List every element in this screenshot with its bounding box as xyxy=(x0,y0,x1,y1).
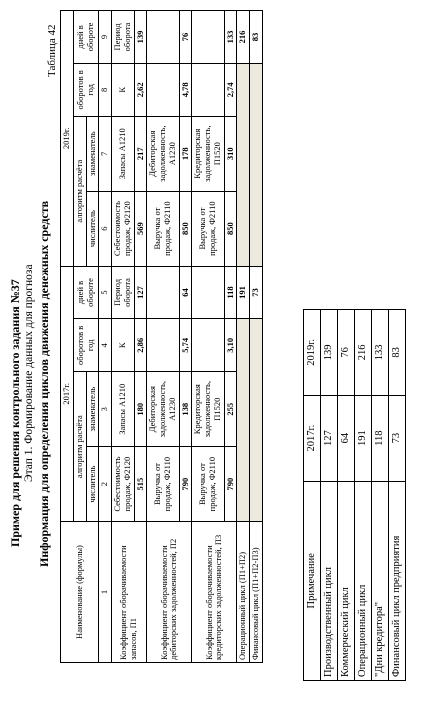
cell-formula: Кредиторская задолженность, П1520 xyxy=(192,116,224,191)
cell-value: 2,74 xyxy=(224,63,237,116)
header-days-2019: дней в обороте xyxy=(73,11,99,64)
cell-value: 790 xyxy=(224,447,237,522)
cell-formula: К xyxy=(112,319,135,372)
summary-row-2019: 139 xyxy=(321,310,338,396)
cell-empty xyxy=(192,266,224,319)
colnum: 4 xyxy=(99,319,112,372)
summary-row-2017: 191 xyxy=(355,395,372,481)
header-2019: 2019г. xyxy=(61,11,74,267)
cell-formula: Период оборота xyxy=(112,11,135,64)
cell-value: 76 xyxy=(179,11,192,64)
cell-empty xyxy=(192,319,224,372)
cell-shaded xyxy=(250,63,263,266)
colnum: 5 xyxy=(99,266,112,319)
page-title: Пример для решения контрольного задания №37 xyxy=(8,279,22,547)
cell-value: 850 xyxy=(224,191,237,266)
summary-row-label: Операционный цикл xyxy=(355,481,372,680)
stage-heading: Этап 1. Формирование данных для прогноза xyxy=(23,264,35,482)
summary-row-label: Финансовый цикл предприятия xyxy=(389,481,406,680)
cell-value: 310 xyxy=(224,116,237,191)
cell-formula: Дебиторская задолженность, А1230 xyxy=(147,116,179,191)
cell-formula: Себестоимость продаж, Ф2120 xyxy=(112,191,135,266)
cell-formula: Выручка от продаж, Ф2110 xyxy=(147,191,179,266)
main-table xyxy=(60,10,263,663)
op-cycle-2019: 216 xyxy=(237,11,250,64)
colnum: 9 xyxy=(99,11,112,64)
summary-row-2017: 64 xyxy=(338,395,355,481)
cell-value: 2,86 xyxy=(134,319,147,372)
table-subtitle: Информация для определения циклов движения денежных средств xyxy=(37,200,51,567)
cell-value: 118 xyxy=(224,266,237,319)
summary-row-2019: 83 xyxy=(389,310,406,396)
summary-row-label: Коммерческий цикл xyxy=(338,481,355,680)
cell-value: 2,62 xyxy=(134,63,147,116)
fin-cycle-2019: 83 xyxy=(250,11,263,64)
cell-formula: Выручка от продаж, Ф2110 xyxy=(192,191,224,266)
cell-empty xyxy=(147,11,179,64)
header-name: Наименование (формулы) xyxy=(61,522,99,663)
cell-empty xyxy=(147,266,179,319)
summary-row-2017: 118 xyxy=(372,395,389,481)
cell-formula: Запасы А1210 xyxy=(112,116,135,191)
summary-row-2019: 76 xyxy=(338,310,355,396)
cell-formula: Себестоимость продаж, Ф2120 xyxy=(112,447,135,522)
summary-header-2019: 2019г. xyxy=(304,310,321,396)
fin-cycle-2017: 73 xyxy=(250,266,263,319)
summary-table xyxy=(303,309,406,681)
header-den-2017: знаменатель xyxy=(86,372,99,447)
cell-value: 178 xyxy=(179,116,192,191)
cell-shaded xyxy=(237,319,250,522)
cell-value: 790 xyxy=(179,447,192,522)
cell-formula: Выручка от продаж, Ф2110 xyxy=(147,447,179,522)
summary-header-note: Примечание xyxy=(304,481,321,680)
cell-value: 255 xyxy=(224,372,237,447)
cell-formula: Кредиторская задолженность, П1520 xyxy=(192,372,224,447)
cell-value: 3,10 xyxy=(224,319,237,372)
cell-value: 180 xyxy=(134,372,147,447)
op-cycle-2017: 191 xyxy=(237,266,250,319)
cell-formula: К xyxy=(112,63,135,116)
cell-value: 569 xyxy=(134,191,147,266)
row-name-p2: Коэффициент оборачиваемости дебиторских задолженностей, П2 xyxy=(147,522,192,663)
header-turns-2019: оборотов в год xyxy=(73,63,99,116)
header-turns-2017: оборотов в год xyxy=(73,319,99,372)
cell-value: 64 xyxy=(179,266,192,319)
cell-value: 4,78 xyxy=(179,63,192,116)
colnum: 7 xyxy=(99,116,112,191)
cell-value: 515 xyxy=(134,447,147,522)
cell-shaded xyxy=(237,63,250,266)
cell-formula: Выручка от продаж, Ф2110 xyxy=(192,447,224,522)
colnum: 1 xyxy=(99,522,112,663)
cell-formula: Период оборота xyxy=(112,266,135,319)
summary-row-label: "Дни кредитора" xyxy=(372,481,389,680)
summary-row-2017: 127 xyxy=(321,395,338,481)
row-name-p3: Коэффициент оборачиваемости кредиторских задолженностей, П3 xyxy=(192,522,237,663)
colnum: 6 xyxy=(99,191,112,266)
summary-header-2017: 2017г. xyxy=(304,395,321,481)
header-den-2019: знаменатель xyxy=(86,116,99,191)
summary-row-2017: 73 xyxy=(389,395,406,481)
cell-value: 217 xyxy=(134,116,147,191)
table-number: Таблица 42 xyxy=(46,24,58,77)
cell-value: 133 xyxy=(224,11,237,64)
colnum: 3 xyxy=(99,372,112,447)
header-num-2019: числитель xyxy=(86,191,99,266)
cell-formula: Дебиторская задолженность, А1230 xyxy=(147,372,179,447)
header-algorithm-2019: алгоритм расчёта xyxy=(73,116,86,266)
cell-formula: Запасы А1210 xyxy=(112,372,135,447)
header-num-2017: числитель xyxy=(86,447,99,522)
colnum: 2 xyxy=(99,447,112,522)
summary-row-2019: 216 xyxy=(355,310,372,396)
cell-empty xyxy=(147,63,179,116)
cell-value: 127 xyxy=(134,266,147,319)
summary-row-label: Производственный цикл xyxy=(321,481,338,680)
fin-cycle-label: Финансовый цикл (П1+П2-П3) xyxy=(250,522,263,663)
colnum: 8 xyxy=(99,63,112,116)
cell-empty xyxy=(147,319,179,372)
summary-row-2019: 133 xyxy=(372,310,389,396)
cell-value: 138 xyxy=(179,372,192,447)
cell-shaded xyxy=(250,319,263,522)
op-cycle-label: Операционный цикл (П1+П2) xyxy=(237,522,250,663)
cell-value: 5,74 xyxy=(179,319,192,372)
header-2017: 2017г. xyxy=(61,266,74,522)
cell-empty xyxy=(192,11,224,64)
row-name-p1: Коэффициент оборачиваемости запасов, П1 xyxy=(112,522,147,663)
header-algorithm-2017: алгоритм расчёта xyxy=(73,372,86,522)
cell-empty xyxy=(192,63,224,116)
cell-value: 850 xyxy=(179,191,192,266)
cell-value: 139 xyxy=(134,11,147,64)
header-days-2017: дней в обороте xyxy=(73,266,99,319)
